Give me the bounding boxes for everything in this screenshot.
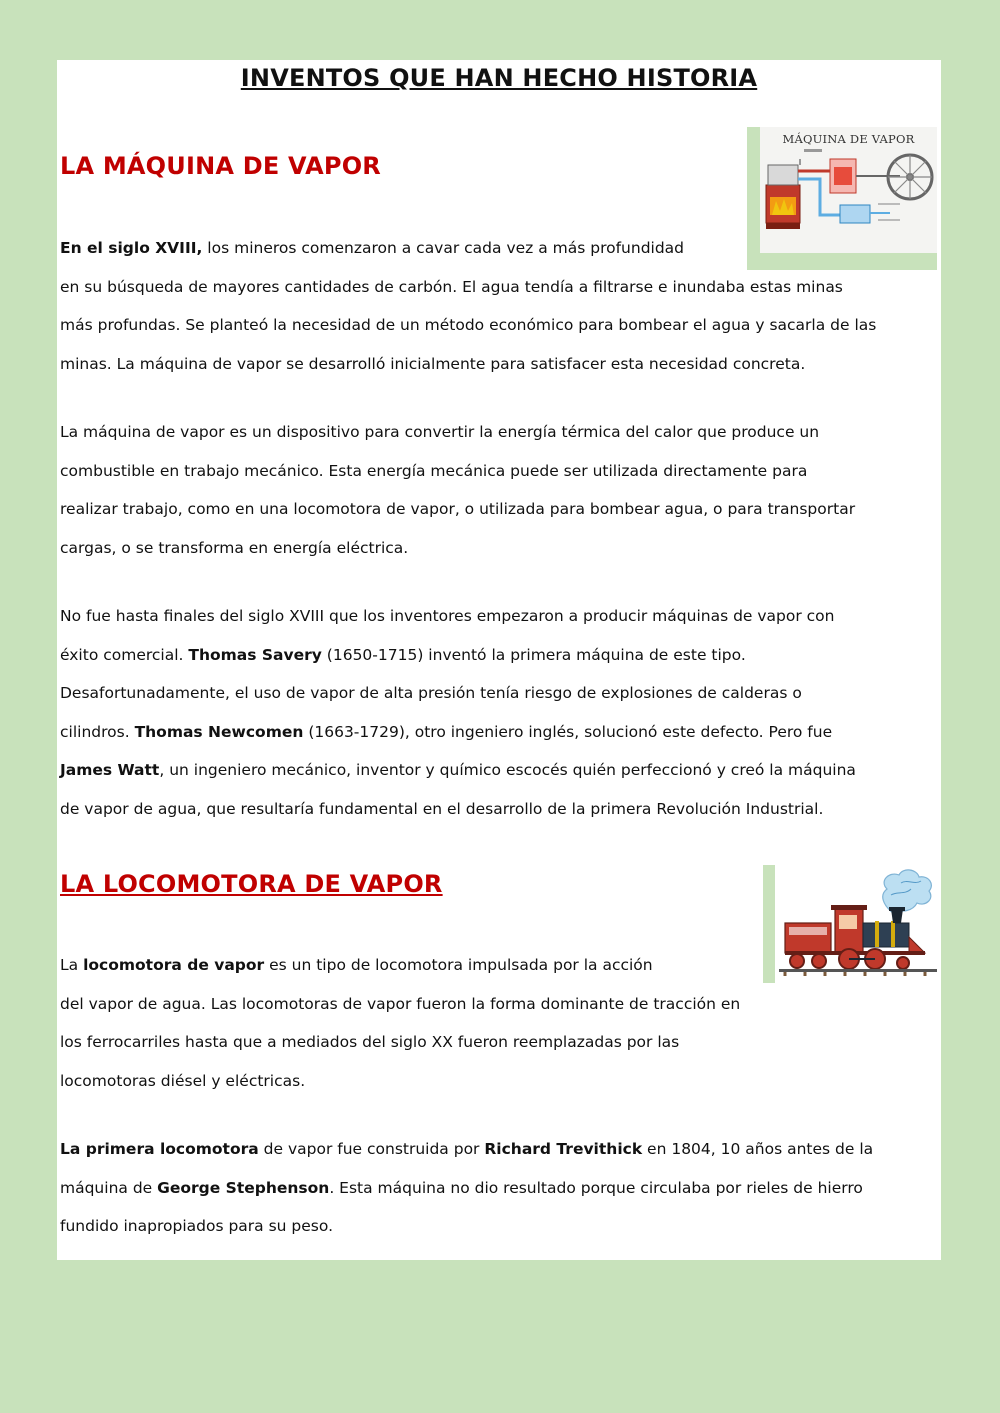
text-line: minas. La máquina de vapor se desarrolló inicialmente para satisfacer esta necesidad concreta.: [60, 354, 806, 373]
text-span: (1650-1715) inventó la primera máquina de este tipo.: [321, 645, 746, 664]
paragraph-locomotive-definition: [60, 946, 740, 1100]
text-line: [60, 946, 740, 985]
page-title: INVENTOS QUE HAN HECHO HISTORIA: [240, 64, 758, 92]
text-line: más profundas. Se planteó la necesidad de un método económico para bombear el agua y sacarla de las: [60, 316, 877, 334]
paragraph-steam-engine-definition: [60, 413, 855, 567]
bold-text: George Stephenson: [157, 1178, 330, 1197]
section-heading-locomotive: LA LOCOMOTORA DE VAPOR: [60, 870, 443, 898]
text-line: en su búsqueda de mayores cantidades de carbón. El agua tendía a filtrarse e inundaba estas minas: [60, 277, 843, 296]
text-span: (1663-1729), otro ingeniero inglés, solucionó este defecto. Pero fue: [303, 722, 833, 741]
text-line: [60, 1169, 873, 1208]
bold-text: Richard Trevithick: [484, 1140, 643, 1158]
text-line: Desafortunadamente, el uso de vapor de alta presión tenía riesgo de explosiones de calderas o: [60, 684, 802, 702]
steam-locomotive-icon: [775, 865, 941, 983]
text-span: cilindros.: [60, 722, 135, 741]
worksheet-page: [57, 60, 941, 1260]
paragraph-first-locomotive: [60, 1130, 873, 1246]
text-line: de vapor de agua, que resultaría fundamental en el desarrollo de la primera Revolución Industrial.: [60, 799, 824, 818]
text-span: , un ingeniero mecánico, inventor y químico escocés quién perfeccionó y creó la máquina: [159, 761, 856, 779]
text-span: máquina de: [60, 1178, 158, 1197]
bold-text: Thomas Newcomen: [134, 722, 304, 741]
text-span: éxito comercial.: [60, 645, 189, 664]
text-line: [60, 636, 856, 675]
bold-text: En el siglo XVIII,: [60, 239, 203, 257]
text-line: [60, 1130, 873, 1169]
text-span: . Esta máquina no dio resultado porque circulaba por rieles de hierro: [329, 1178, 863, 1197]
text-line: los ferrocarriles hasta que a mediados del siglo XX fueron reemplazadas por las: [60, 1033, 680, 1051]
figure-caption: MÁQUINA DE VAPOR: [782, 132, 915, 146]
text-line: combustible en trabajo mecánico. Esta energía mecánica puede ser utilizada directamente para: [60, 461, 808, 480]
text-line: realizar trabajo, como en una locomotora de vapor, o utilizada para bombear agua, o para transportar: [60, 500, 856, 518]
bold-text: locomotora de vapor: [83, 956, 265, 974]
text-line: fundido inapropiados para su peso.: [60, 1217, 333, 1235]
locomotive-figure-frame: [775, 865, 941, 983]
text-span: La: [60, 956, 84, 974]
paragraph-steam-engine-origin: [60, 229, 876, 383]
bold-text: La primera locomotora: [60, 1140, 259, 1158]
text-span: es un tipo de locomotora impulsada por la acción: [264, 956, 653, 974]
bold-text: Thomas Savery: [188, 645, 322, 664]
text-line: No fue hasta finales del siglo XVIII que los inventores empezaron a producir máquinas de vapor con: [60, 607, 835, 625]
text-span: los mineros comenzaron a cavar cada vez a más profundidad: [202, 239, 685, 257]
section-heading-steam-engine: LA MÁQUINA DE VAPOR: [60, 152, 381, 180]
locomotive-figure: [763, 865, 941, 983]
text-line: locomotoras diésel y eléctricas.: [60, 1071, 306, 1090]
paragraph-steam-engine-inventors: [60, 597, 856, 828]
text-line: [60, 713, 856, 752]
text-line: [60, 229, 876, 268]
bold-text: James Watt: [60, 761, 160, 779]
text-line: cargas, o se transforma en energía eléctrica.: [60, 538, 409, 557]
text-line: La máquina de vapor es un dispositivo para convertir la energía térmica del calor que produce un: [60, 423, 820, 441]
text-line: [60, 751, 856, 790]
text-line: del vapor de agua. Las locomotoras de vapor fueron la forma dominante de tracción en: [60, 994, 741, 1013]
text-span: en 1804, 10 años antes de la: [642, 1140, 874, 1158]
text-span: de vapor fue construida por: [258, 1140, 485, 1158]
